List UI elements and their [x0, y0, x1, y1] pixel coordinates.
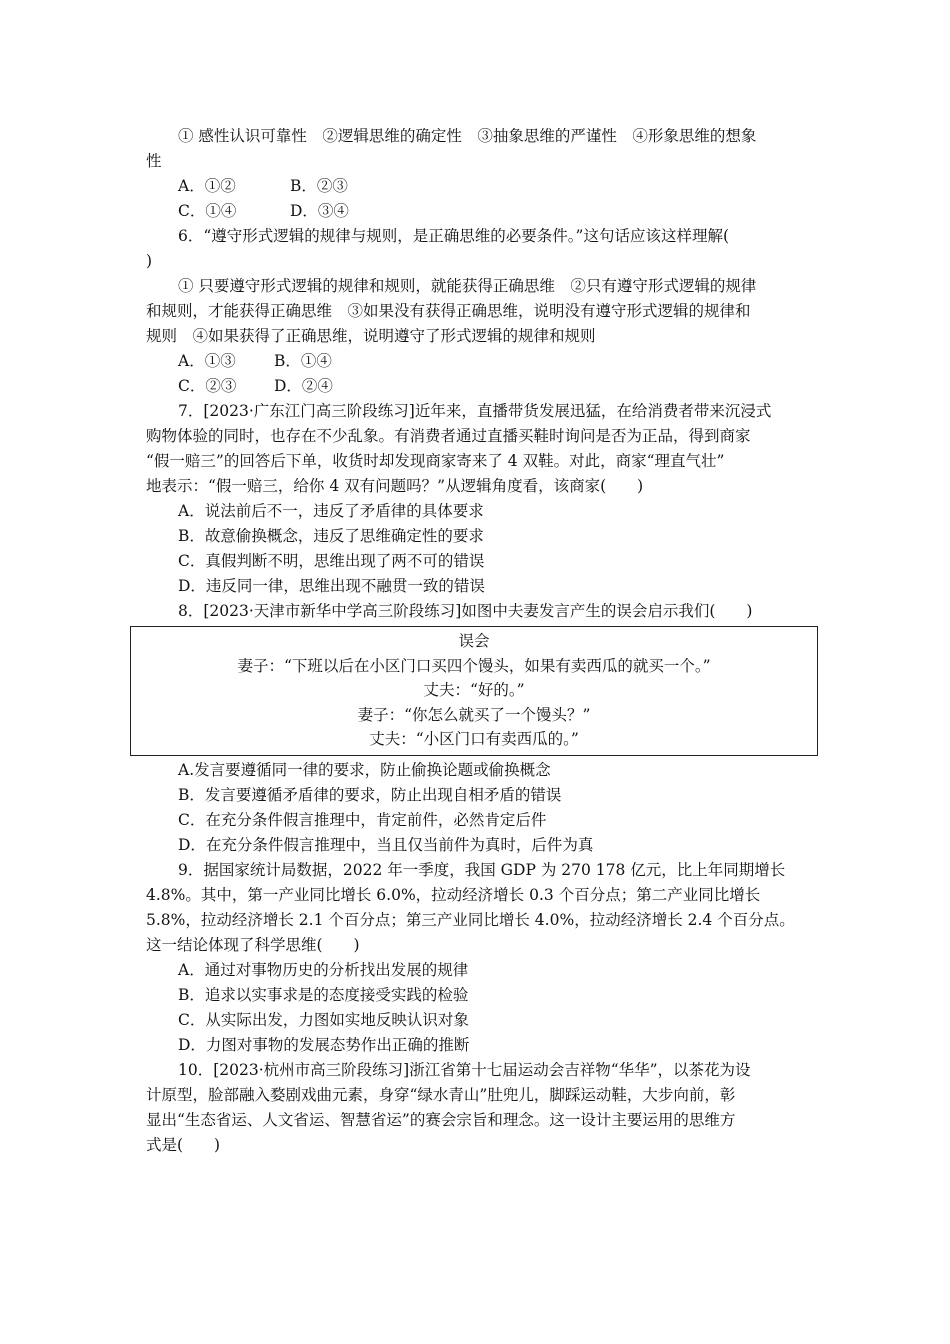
q8-option-b[interactable]: B．发言要遵循矛盾律的要求，防止出现自相矛盾的错误	[178, 785, 562, 804]
q9-stem-line: 5.8%，拉动经济增长 2.1 个百分点；第三产业同比增长 4.0%，拉动经济增长 2.4 个百分点。	[146, 910, 795, 929]
q10-stem-line: 计原型，脸部融入婺剧戏曲元素，身穿“绿水青山”肚兜儿，脚踩运动鞋，大步向前，彰	[146, 1085, 736, 1104]
q6-stem-line: )	[146, 252, 153, 270]
q6-options-row	[146, 349, 822, 374]
q6-stem-line: 6．“遵守形式逻辑的规律与规则，是正确思维的必要条件。”这句话应该这样理解(	[178, 227, 730, 245]
q7-option-c[interactable]: C．真假判断不明，思维出现了两不可的错误	[178, 552, 485, 570]
dialogue-title: 误会	[458, 632, 490, 650]
q9-option-b[interactable]: B．追求以实事求是的态度接受实践的检验	[178, 985, 469, 1004]
q9-option-a[interactable]: A．通过对事物历史的分析找出发展的规律	[178, 960, 469, 979]
q9-stem-line: 这一结论体现了科学思维( )	[146, 935, 360, 954]
q10-stem-line: 式是( )	[146, 1135, 221, 1154]
q5-option-b[interactable]: B．②③	[290, 177, 348, 195]
q10-stem-line: 10．[2023·杭州市高三阶段练习]浙江省第十七届运动会吉祥物“华华”，以茶花为设	[178, 1060, 751, 1079]
q6-option-a[interactable]: A．①③	[178, 352, 236, 370]
question-content	[146, 124, 822, 1158]
q5-option-a[interactable]: A．①②	[178, 177, 236, 195]
q5-options-row	[146, 174, 822, 199]
dialogue-line: 妻子：“你怎么就买了一个馒头？”	[357, 705, 591, 724]
q8-option-c[interactable]: C．在充分条件假言推理中，肯定前件，必然肯定后件	[178, 810, 547, 829]
dialogue-line: 丈夫：“小区门口有卖西瓜的。”	[369, 730, 579, 748]
q6-option-d[interactable]: D．②④	[274, 377, 333, 395]
q7-option-b[interactable]: B．故意偷换概念，违反了思维确定性的要求	[178, 527, 484, 545]
q5-option-d[interactable]: D．③④	[290, 202, 349, 220]
q9-stem-line: 4.8%。其中，第一产业同比增长 6.0%，拉动经济增长 0.3 个百分点；第二产业同比增长	[146, 885, 761, 904]
q5-items-line: ① 感性认识可靠性 ②逻辑思维的确定性 ③抽象思维的严谨性 ④形象思维的想象	[178, 127, 757, 145]
q6-options-row	[146, 374, 822, 399]
q9-option-d[interactable]: D．力图对事物的发展态势作出正确的推断	[178, 1035, 470, 1054]
q6-items-line: 规则 ④如果获得了正确思维，说明遵守了形式逻辑的规律和规则	[146, 327, 596, 345]
q8-option-a[interactable]: A.发言要遵循同一律的要求，防止偷换论题或偷换概念	[178, 760, 551, 779]
q10-stem-line: 显出“生态省运、人文省运、智慧省运”的赛会宗旨和理念。这一设计主要运用的思维方	[146, 1110, 736, 1129]
q6-option-c[interactable]: C．②③	[178, 377, 237, 395]
q6-option-b[interactable]: B．①④	[274, 352, 332, 370]
q7-stem-line: 地表示：“假一赔三，给你 4 双有问题吗？”从逻辑角度看，该商家( )	[146, 477, 644, 495]
q6-items-line: 和规则，才能获得正确思维 ③如果没有获得正确思维，说明没有遵守形式逻辑的规律和	[146, 302, 751, 320]
dialogue-line: 丈夫：“好的。”	[423, 681, 525, 699]
q7-option-d[interactable]: D．违反同一律，思维出现不融贯一致的错误	[178, 577, 485, 595]
q9-option-c[interactable]: C．从实际出发，力图如实地反映认识对象	[178, 1010, 469, 1029]
q6-items-line: ① 只要遵守形式逻辑的规律和规则，就能获得正确思维 ②只有遵守形式逻辑的规律	[178, 277, 757, 295]
q8-option-d[interactable]: D．在充分条件假言推理中，当且仅当前件为真时，后件为真	[178, 835, 594, 854]
dialogue-box	[130, 626, 818, 756]
q9-stem-line: 9．据国家统计局数据，2022 年一季度，我国 GDP 为 270 178 亿元，比上年同期增长	[178, 860, 786, 879]
q7-option-a[interactable]: A．说法前后不一，违反了矛盾律的具体要求	[178, 502, 484, 520]
q5-option-c[interactable]: C．①④	[178, 202, 237, 220]
q5-options-row	[146, 199, 822, 224]
q7-stem-line: “假一赔三”的回答后下单，收货时却发现商家寄来了 4 双鞋。对此，商家“理直气壮”	[146, 452, 725, 470]
q5-items-line: 性	[146, 152, 162, 170]
q7-stem-line: 购物体验的同时，也存在不少乱象。有消费者通过直播买鞋时询问是否为正品，得到商家	[146, 427, 751, 445]
q7-stem-line: 7．[2023·广东江门高三阶段练习]近年来，直播带货发展迅猛，在给消费者带来沉浸式	[178, 402, 772, 420]
q8-stem-line: 8．[2023·天津市新华中学高三阶段练习]如图中夫妻发言产生的误会启示我们( )	[178, 602, 753, 620]
dialogue-line: 妻子：“下班以后在小区门口买四个馒头，如果有卖西瓜的就买一个。”	[237, 656, 711, 675]
